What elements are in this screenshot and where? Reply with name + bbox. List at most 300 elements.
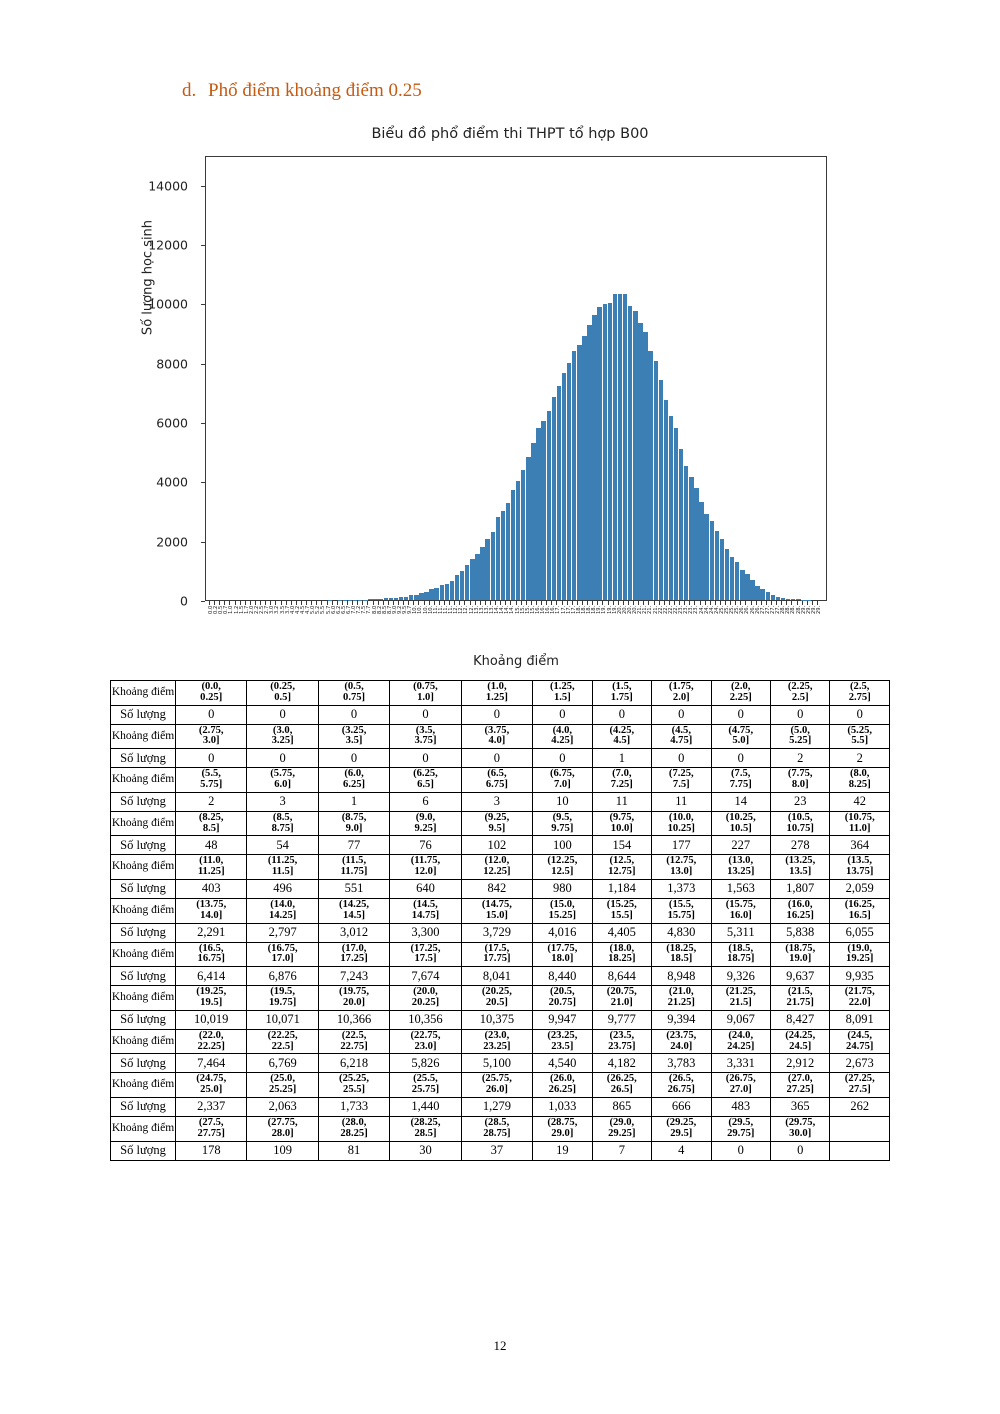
chart-bar [434,588,438,600]
chart-x-tick-label: 3.2 [274,606,281,615]
table-cell-count: 10,071 [247,1010,318,1029]
chart-x-tick-label: 5.0 [310,606,317,615]
table-cell-range [830,1116,890,1141]
table-cell-count: 10,375 [461,1010,532,1029]
table-cell-range: (19.5, 19.75] [247,986,318,1011]
table-row-header: Khoảng điểm [111,942,176,967]
table-cell-range: (23.25, 23.5] [533,1029,592,1054]
table-cell-count: 365 [770,1097,829,1116]
chart-bar [674,428,678,600]
table-cell-range: (24.25, 24.5] [770,1029,829,1054]
table-cell-range: (28.0, 28.25] [318,1116,389,1141]
table-cell-range: (19.25, 19.5] [176,986,247,1011]
table-row [111,811,890,836]
section-marker: d. [182,80,197,101]
chart-x-tick-label: 25. [734,606,741,615]
chart-x-tick-label: 18. [586,606,593,615]
chart-x-tick-label: 4.0 [289,606,296,615]
table-cell-range: (22.75, 23.0] [390,1029,461,1054]
chart-bar [730,557,734,600]
table-row [111,1116,890,1141]
table-cell-range: (8.5, 8.75] [247,811,318,836]
chart-bar [643,332,647,600]
chart-x-tick-label: 24. [708,606,715,615]
table-cell-range: (10.75, 11.0] [830,811,890,836]
chart-x-tick-label: 26. [749,606,756,615]
table-cell-range: (21.25, 21.5] [711,986,770,1011]
table-cell-count: 2 [770,749,829,768]
chart-bar [766,592,770,600]
chart-x-tick-label: 12. [453,606,460,615]
chart-bar [424,592,428,600]
table-cell-range: (14.25, 14.5] [318,898,389,923]
table-cell-count: 0 [770,1141,829,1160]
table-cell-count: 102 [461,836,532,855]
table-cell-count: 2 [176,792,247,811]
chart-x-tick-label: 2.2 [253,606,260,615]
table-row [111,1010,890,1029]
table-cell-count: 5,100 [461,1054,532,1073]
chart-y-axis-label: Số lượng học sinh [140,219,156,336]
chart-x-tick-label: 21. [652,606,659,615]
chart-bar [577,345,581,600]
chart-x-tick-label: 2.0 [248,606,255,615]
table-cell-count: 8,644 [592,967,651,986]
table-cell-count: 2,059 [830,879,890,898]
table-cell-count: 0 [176,749,247,768]
table-cell-range: (6.0, 6.25] [318,768,389,793]
chart-bar [776,597,780,600]
table-cell-count: 227 [711,836,770,855]
chart-bar [699,502,703,600]
chart-x-tick-label: 18. [591,606,598,615]
table-cell-range: (8.0, 8.25] [830,768,890,793]
chart-bar [755,586,759,600]
table-cell-count: 4,016 [533,923,592,942]
chart-bar [511,490,515,600]
table-cell-range: (17.25, 17.5] [390,942,461,967]
table-cell-count: 19 [533,1141,592,1160]
table-cell-range: (0.25, 0.5] [247,681,318,706]
table-cell-range: (5.75, 6.0] [247,768,318,793]
chart-x-tick-label: 28. [780,606,787,615]
table-cell-count: 640 [390,879,461,898]
table-row-header: Khoảng điểm [111,855,176,880]
chart-x-tickmark [817,601,822,605]
table-cell-range: (29.5, 29.75] [711,1116,770,1141]
table-cell-range: (11.0, 11.25] [176,855,247,880]
table-cell-count: 865 [592,1097,651,1116]
chart-x-tick-label: 19. [611,606,618,615]
chart-x-tick-label: 22. [667,606,674,615]
table-cell-range: (3.5, 3.75] [390,724,461,749]
table-cell-range: (19.0, 19.25] [830,942,890,967]
table-cell-count: 10,356 [390,1010,461,1029]
chart-x-tick-label: 22. [662,606,669,615]
chart-x-tick-label: 13. [489,606,496,615]
chart-x-tick-label: 11. [432,606,439,615]
chart-bar [557,386,561,600]
table-cell-range: (12.0, 12.25] [461,855,532,880]
table-cell-count: 48 [176,836,247,855]
chart-x-tick-label: 16. [550,606,557,615]
table-cell-count: 6,769 [247,1054,318,1073]
chart-bar [633,311,637,600]
chart-bar [547,411,551,600]
table-cell-range: (14.75, 15.0] [461,898,532,923]
table-cell-count: 0 [652,749,711,768]
chart-x-tick-label: 23. [693,606,700,615]
chart-x-tick-label: 20. [626,606,633,615]
table-cell-count: 23 [770,792,829,811]
chart-bar [526,457,530,600]
table-cell-count: 0 [711,705,770,724]
table-cell-count: 4,182 [592,1054,651,1073]
table-cell-count: 7,674 [390,967,461,986]
chart-x-tick-label: 6.5 [340,606,347,615]
chart-bar [694,488,698,600]
table-row-header: Số lượng [111,705,176,724]
table-cell-range: (12.75, 13.0] [652,855,711,880]
table-cell-range: (24.5, 24.75] [830,1029,890,1054]
chart-x-tick-label: 20. [632,606,639,615]
chart-x-tick-label: 26. [744,606,751,615]
chart-x-tick-label: 5.2 [315,606,322,615]
chart-bar [710,521,714,600]
page-number: 12 [493,1338,507,1353]
table-cell-count: 14 [711,792,770,811]
chart-x-tick-label: 29. [800,606,807,615]
score-distribution-table [110,680,890,1161]
chart-x-tick-label: 23. [678,606,685,615]
table-cell-range: (6.5, 6.75] [461,768,532,793]
table-cell-range: (2.25, 2.5] [770,681,829,706]
table-cell-count: 8,041 [461,967,532,986]
table-cell-range: (14.5, 14.75] [390,898,461,923]
table-row-header: Số lượng [111,879,176,898]
table-cell-count: 403 [176,879,247,898]
table-cell-count: 2,912 [770,1054,829,1073]
table-cell-count: 3,331 [711,1054,770,1073]
table-cell-count: 178 [176,1141,247,1160]
table-cell-count: 262 [830,1097,890,1116]
table-cell-range: (23.5, 23.75] [592,1029,651,1054]
chart-bar [485,539,489,600]
table-cell-range: (16.5, 16.75] [176,942,247,967]
chart-bar [475,554,479,600]
chart-x-tick-label: 13. [483,606,490,615]
chart-bar [740,570,744,601]
table-cell-range: (0.75, 1.0] [390,681,461,706]
chart-bar [781,598,785,600]
chart-bar [496,517,500,600]
table-cell-range: (25.5, 25.75] [390,1073,461,1098]
chart-x-tick-label: 10. [427,606,434,615]
table-row [111,879,890,898]
table-row-header: Số lượng [111,749,176,768]
table-cell-count: 7,243 [318,967,389,986]
chart-x-tick-label: 24. [713,606,720,615]
chart-x-tick-label: 6.7 [345,606,352,615]
table-cell-count: 6,055 [830,923,890,942]
chart-x-tick-label: 4.2 [294,606,301,615]
table-cell-count: 10,366 [318,1010,389,1029]
chart-bar [378,599,382,600]
table-cell-range: (20.25, 20.5] [461,986,532,1011]
chart-x-tick-label: 29. [816,606,823,615]
chart-x-tick-label: 13. [473,606,480,615]
chart-bar [445,584,449,600]
table-cell-range: (12.25, 12.5] [533,855,592,880]
chart-x-tick-label: 25. [724,606,731,615]
chart-x-tick-label: 17. [570,606,577,615]
table-cell-count: 1,440 [390,1097,461,1116]
chart-bar [567,363,571,600]
chart-bar [373,599,377,600]
chart-y-tick-label: 12000 [148,237,188,253]
table-cell-count: 7 [592,1141,651,1160]
chart-bar [582,336,586,600]
chart-x-tick-label: 1.2 [233,606,240,615]
table-row [111,986,890,1011]
chart-x-tick-label: 23. [688,606,695,615]
table-cell-range: (20.75, 21.0] [592,986,651,1011]
table-row [111,792,890,811]
chart-bar [536,428,540,600]
chart-bar [491,532,495,600]
table-cell-count: 551 [318,879,389,898]
table-row [111,1141,890,1160]
table-cell-count: 0 [461,749,532,768]
chart-x-tick-label: 9.5 [402,606,409,615]
chart-x-tick-label: 7.7 [366,606,373,615]
table-cell-range: (16.75, 17.0] [247,942,318,967]
table-cell-count: 6,414 [176,967,247,986]
chart-x-tick-label: 17. [555,606,562,615]
table-cell-count: 2,337 [176,1097,247,1116]
chart-bar [679,449,683,600]
table-cell-count: 0 [770,705,829,724]
table-cell-range: (15.75, 16.0] [711,898,770,923]
chart-x-tick-label: 15. [519,606,526,615]
table-cell-range: (7.75, 8.0] [770,768,829,793]
table-cell-range: (1.0, 1.25] [461,681,532,706]
table-row [111,1029,890,1054]
chart-x-tick-label: 16. [540,606,547,615]
table-cell-count: 4,830 [652,923,711,942]
chart-x-tick-label: 11. [437,606,444,615]
chart-x-tick-label: 3.0 [269,606,276,615]
table-cell-range: (26.25, 26.5] [592,1073,651,1098]
section-heading [182,80,422,102]
table-cell-range: (16.25, 16.5] [830,898,890,923]
chart-x-tick-label: 28. [785,606,792,615]
chart-x-tick-label: 14. [509,606,516,615]
table-cell-range: (20.5, 20.75] [533,986,592,1011]
table-cell-count [830,1141,890,1160]
chart-x-tick-label: 29. [805,606,812,615]
chart-x-tick-label: 4.5 [299,606,306,615]
chart-x-tick-label: 29. [810,606,817,615]
table-cell-range: (1.5, 1.75] [592,681,651,706]
table-row [111,855,890,880]
table-cell-range: (25.75, 26.0] [461,1073,532,1098]
table-row-header: Khoảng điểm [111,1116,176,1141]
chart-bar [440,585,444,600]
table-cell-count: 2,291 [176,923,247,942]
table-cell-count: 4 [652,1141,711,1160]
table-row-header: Khoảng điểm [111,1073,176,1098]
chart-x-tick-label: 20. [621,606,628,615]
table-cell-count: 9,067 [711,1010,770,1029]
chart-x-tick-label: 10. [417,606,424,615]
table-cell-range: (22.0, 22.25] [176,1029,247,1054]
chart-x-tick-label: 22. [672,606,679,615]
chart-x-tick-label: 10. [422,606,429,615]
table-row [111,923,890,942]
table-cell-range: (24.75, 25.0] [176,1073,247,1098]
table-cell-range: (13.25, 13.5] [770,855,829,880]
chart-x-tick-label: 27. [759,606,766,615]
table-row-header: Khoảng điểm [111,724,176,749]
chart-bar [399,597,403,600]
table-cell-count: 1,373 [652,879,711,898]
chart-bar [480,547,484,600]
table-cell-count: 842 [461,879,532,898]
table-cell-range: (21.75, 22.0] [830,986,890,1011]
table-cell-count: 0 [461,705,532,724]
chart-x-tick-label: 10. [412,606,419,615]
chart-bar [720,539,724,600]
table-row [111,1073,890,1098]
table-cell-range: (26.0, 26.25] [533,1073,592,1098]
table-cell-count: 42 [830,792,890,811]
chart-x-tick-label: 22. [657,606,664,615]
chart-x-tick-label: 27. [775,606,782,615]
table-cell-count: 0 [390,749,461,768]
table-cell-count: 5,838 [770,923,829,942]
chart-bar [541,421,545,600]
chart-x-tick-label: 9.0 [391,606,398,615]
chart-x-tick-label: 1.0 [228,606,235,615]
table-cell-count: 0 [390,705,461,724]
table-cell-count: 9,947 [533,1010,592,1029]
table-cell-count: 0 [176,705,247,724]
table-cell-range: (10.25, 10.5] [711,811,770,836]
table-cell-count: 10 [533,792,592,811]
chart-x-tick-label: 8.0 [371,606,378,615]
chart-x-tick-label: 1.5 [238,606,245,615]
table-cell-count: 278 [770,836,829,855]
chart-x-tick-label: 18. [580,606,587,615]
table-cell-count: 37 [461,1141,532,1160]
chart-y-tick-label: 0 [180,593,188,609]
section-heading-text: Phổ điểm khoảng điểm 0.25 [208,80,422,101]
table-cell-count: 364 [830,836,890,855]
chart-x-tick-label: 28. [795,606,802,615]
chart-bar [725,549,729,600]
table-cell-count: 3,300 [390,923,461,942]
chart-bar [796,599,800,600]
table-cell-count: 0 [711,1141,770,1160]
chart-bars [206,157,826,600]
chart-figure [120,120,900,669]
table-cell-count: 0 [592,705,651,724]
table-cell-range: (18.5, 18.75] [711,942,770,967]
chart-x-tick-label: 5.7 [325,606,332,615]
chart-bar [521,470,525,600]
chart-bar [735,562,739,600]
table-row [111,1054,890,1073]
chart-x-tick-label: 15. [514,606,521,615]
table-cell-range: (1.75, 2.0] [652,681,711,706]
table-cell-range: (29.25, 29.5] [652,1116,711,1141]
table-cell-count: 8,427 [770,1010,829,1029]
table-cell-count: 8,440 [533,967,592,986]
chart-bar [669,416,673,600]
chart-bar [572,351,576,600]
table-cell-count: 6 [390,792,461,811]
table-cell-count: 0 [247,705,318,724]
chart-bar [628,306,632,600]
table-cell-range: (13.0, 13.25] [711,855,770,880]
table-row [111,898,890,923]
table-cell-range: (4.0, 4.25] [533,724,592,749]
table-cell-range: (26.75, 27.0] [711,1073,770,1098]
table-cell-count: 76 [390,836,461,855]
table-cell-count: 109 [247,1141,318,1160]
table-cell-range: (17.75, 18.0] [533,942,592,967]
chart-x-tick-label: 3.5 [279,606,286,615]
table-cell-range: (15.5, 15.75] [652,898,711,923]
chart-bar [659,380,663,600]
chart-bar [460,571,464,600]
table-cell-range: (2.0, 2.25] [711,681,770,706]
chart-x-tick-label: 24. [703,606,710,615]
table-row [111,749,890,768]
chart-x-tick-label: 8.5 [381,606,388,615]
table-row-header: Số lượng [111,923,176,942]
table-cell-range: (13.5, 13.75] [830,855,890,880]
table-cell-range: (27.25, 27.5] [830,1073,890,1098]
table-cell-count: 3,012 [318,923,389,942]
table-cell-count: 3 [247,792,318,811]
table-cell-count: 9,394 [652,1010,711,1029]
table-cell-count: 1 [318,792,389,811]
table-cell-range: (15.25, 15.5] [592,898,651,923]
chart-y-tick-label: 14000 [148,178,188,194]
chart-x-tick-label: 7.5 [361,606,368,615]
table-cell-range: (11.5, 11.75] [318,855,389,880]
table-cell-count: 496 [247,879,318,898]
table-cell-count: 5,311 [711,923,770,942]
table-cell-range: (18.75, 19.0] [770,942,829,967]
table-cell-count: 81 [318,1141,389,1160]
table-row-header: Số lượng [111,1010,176,1029]
table-cell-count: 2 [830,749,890,768]
chart-bar [455,575,459,600]
table-cell-range: (11.25, 11.5] [247,855,318,880]
table-cell-range: (19.75, 20.0] [318,986,389,1011]
table-cell-range: (12.5, 12.75] [592,855,651,880]
table-cell-range: (7.5, 7.75] [711,768,770,793]
table-cell-range: (9.0, 9.25] [390,811,461,836]
table-cell-range: (23.0, 23.25] [461,1029,532,1054]
table-cell-count: 7,464 [176,1054,247,1073]
chart-bar [623,294,627,600]
table-cell-range: (6.25, 6.5] [390,768,461,793]
table-cell-range: (0.5, 0.75] [318,681,389,706]
